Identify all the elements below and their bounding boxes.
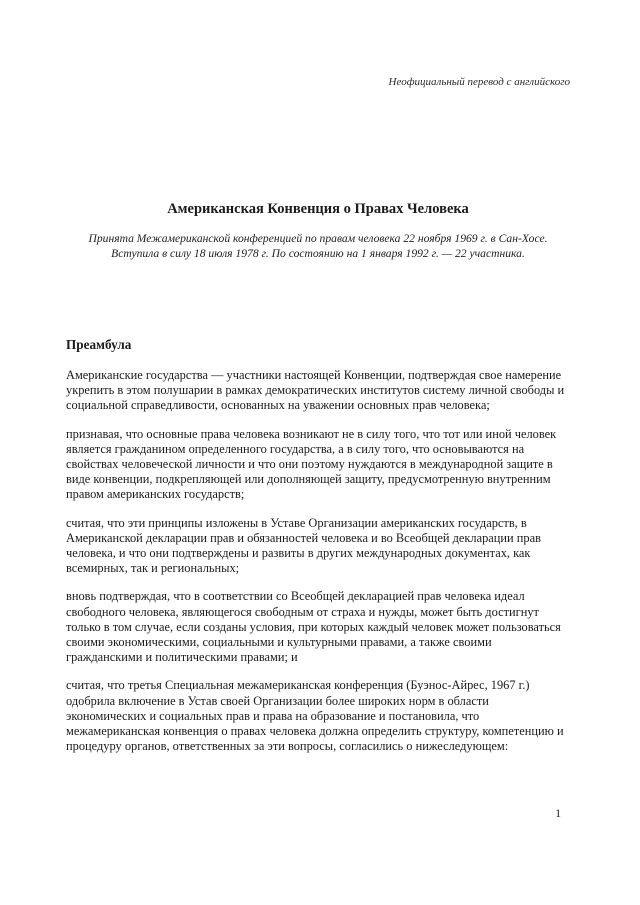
preamble-paragraphs: [66, 368, 570, 754]
translation-note: Неофициальный перевод с английского: [388, 76, 570, 88]
preamble-paragraph: считая, что третья Специальная межамериканская конференция (Буэнос-Айрес, 1967 г.) одобрила включение в Устав своей Организации более широких норм в области экономических и социальных прав и права на образование и постановила, что межамериканская конвенция о правах человека должна определить структуру, компетенцию и процедуру органов, ответственных за эти вопросы, согласились о нижеследующем:: [66, 678, 564, 754]
preamble-paragraph: признавая, что основные права человека возникают не в силу того, что тот или иной человек является гражданином определенного государства, а в силу того, что основываются на свойствах человеческой личности и что они поэтому нуждаются в международной защите в виде конвенции, подкрепляющей или дополняющей защиту, предусмотренную внутренним правом американских государств;: [66, 426, 557, 502]
section-heading-preamble: Преамбула: [66, 337, 132, 352]
adoption-note-line: Принята Межамериканской конференцией по правам человека 22 ноября 1969 г. в Сан-Хосе.: [88, 232, 548, 245]
preamble-paragraph: считая, что эти принципы изложены в Уставе Организации американских государств, в Американской декларации прав и обязанностей человека и во Всеобщей декларации прав человека, и что они подтверждены и развиты в других международных документах, как всемирных, так и региональных;: [66, 515, 541, 576]
adoption-note: [66, 232, 570, 261]
adoption-note-line: Вступила в силу 18 июля 1978 г. По состоянию на 1 января 1992 г. — 22 участника.: [111, 246, 525, 260]
document-title: Американская Конвенция о Правах Человека: [167, 201, 469, 217]
preamble-paragraph: вновь подтверждая, что в соответствии со Всеобщей декларацией прав человека идеал свободного человека, являющегося свободным от страха и нужды, может быть достигнут только в том случае, если созданы условия, при которых каждый человек может пользоваться своими экономическими, социальными и культурными правами, а также своими гражданскими и политическими правами; и: [66, 589, 561, 665]
preamble-paragraph: Американские государства — участники настоящей Конвенции, подтверждая свое намерение укрепить в этом полушарии в рамках демократических институтов систему личной свободы и социальной справедливости, основанных на уважении основных прав человека;: [66, 368, 565, 413]
page-content: [0, 76, 640, 754]
page-number: 1: [555, 808, 561, 820]
